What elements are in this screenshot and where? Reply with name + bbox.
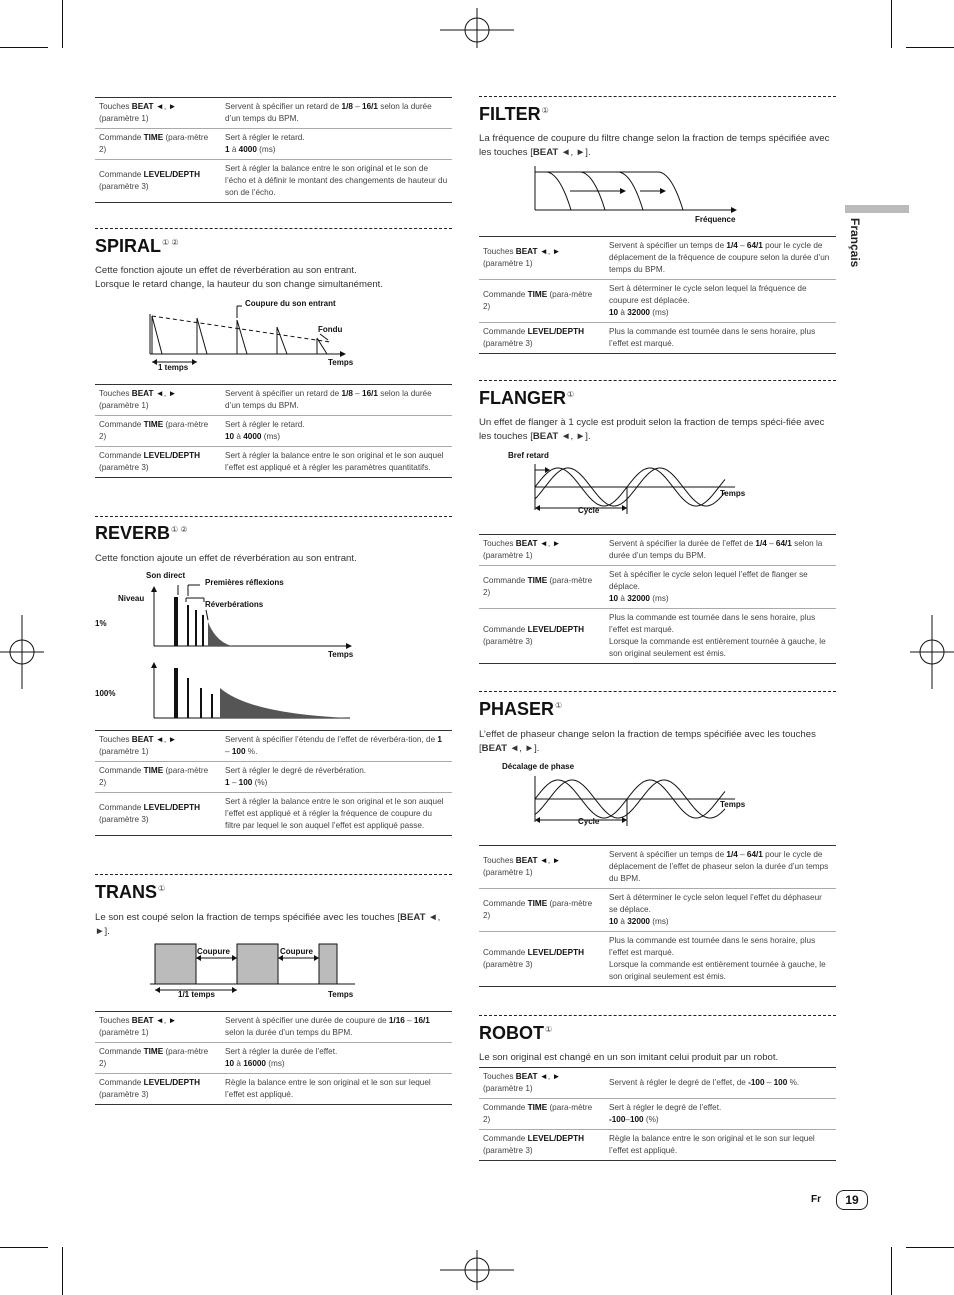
page-number: 19 — [836, 1190, 868, 1210]
language-label: Français — [848, 218, 862, 268]
spec-row — [95, 762, 452, 793]
spec-control: Touches BEAT ◄, ► (paramètre 1) — [95, 98, 221, 129]
spec-row — [479, 846, 836, 889]
spec-control: Touches BEAT ◄, ► (paramètre 1) — [479, 535, 605, 566]
spec-control: Touches BEAT ◄, ► (paramètre 1) — [479, 1068, 605, 1099]
filter-description: La fréquence de coupure du filtre change selon la fraction de temps spécifiée avec les touches [BEAT ◄, ►]. — [479, 133, 830, 158]
spec-description: Servent à régler le degré de l’effet, de -100 – 100 %. — [605, 1068, 836, 1099]
spec-row — [95, 98, 452, 129]
spec-control: Commande LEVEL/DEPTH (paramètre 3) — [95, 160, 221, 203]
section-divider — [479, 691, 836, 692]
reverb-title: REVERB① ② — [95, 523, 188, 543]
top-spec-table — [95, 97, 452, 203]
spiral-label-beat: 1 temps — [158, 363, 189, 372]
section-divider — [479, 1015, 836, 1016]
spec-control: Commande LEVEL/DEPTH (paramètre 3) — [479, 323, 605, 354]
spec-control: Touches BEAT ◄, ► (paramètre 1) — [95, 385, 221, 416]
section-divider — [479, 380, 836, 381]
flanger-spec-table — [479, 534, 836, 664]
page-lang: Fr — [811, 1194, 821, 1205]
spec-row — [479, 566, 836, 609]
flanger-title: FLANGER① — [479, 388, 575, 408]
spiral-title: SPIRAL① ② — [95, 236, 179, 256]
trans-label-beat: 1/1 temps — [178, 990, 215, 999]
spec-row — [479, 889, 836, 932]
spec-description: Servent à spécifier un retard de 1/8 – 16/1 selon la durée d’un temps du BPM. — [221, 98, 452, 129]
spec-row — [95, 385, 452, 416]
spec-control: Commande LEVEL/DEPTH (paramètre 3) — [95, 793, 221, 836]
section-divider — [95, 516, 452, 517]
spec-row — [479, 1068, 836, 1099]
language-tab — [845, 205, 909, 213]
registration-mark — [910, 615, 954, 689]
spec-row — [95, 1043, 452, 1074]
spec-description: Servent à spécifier la durée de l’effet de 1/4 – 64/1 selon la durée d’un temps du BPM. — [605, 535, 836, 566]
phaser-label-shift: Décalage de phase — [502, 762, 575, 771]
robot-description: Le son original est changé en un son imitant celui produit par un robot. — [479, 1052, 779, 1063]
filter-diagram — [525, 164, 745, 216]
spec-description: Sert à déterminer le cycle selon lequel l’effet du déphaseur se déplace. 10 à 32000 (ms) — [605, 889, 836, 932]
spec-description: Sert à régler la balance entre le son original et le son de l’écho et à définir le montant des changements de hauteur du son de l’écho. — [221, 160, 452, 203]
spec-control: Touches BEAT ◄, ► (paramètre 1) — [95, 1012, 221, 1043]
spiral-label-time: Temps — [328, 358, 354, 367]
phaser-title: PHASER① — [479, 699, 563, 719]
spec-row — [95, 793, 452, 836]
spec-row — [95, 1012, 452, 1043]
spec-row — [479, 535, 836, 566]
spec-description: Plus la commande est tournée dans le sens horaire, plus l’effet est marqué. — [605, 323, 836, 354]
phaser-label-cycle: Cycle — [578, 817, 600, 826]
reverb-label-rev: Réverbérations — [205, 600, 264, 609]
reverb-label-100pct: 100% — [95, 689, 116, 698]
spec-description: Sert à régler le degré de l’effet. -100–100 (%) — [605, 1099, 836, 1130]
spec-control: Commande TIME (para-mètre 2) — [479, 1099, 605, 1130]
spiral-description: Cette fonction ajoute un effet de réverbération au son entrant. Lorsque le retard change, la hauteur du son change simultanément. — [95, 265, 383, 290]
robot-spec-table — [479, 1067, 836, 1161]
spec-description: Règle la balance entre le son original et le son sur lequel l’effet est appliqué. — [221, 1074, 452, 1105]
reverb-label-first: Premières réflexions — [205, 578, 284, 587]
spec-description: Sert à régler le degré de réverbération. 1 – 100 (%) — [221, 762, 452, 793]
section-divider — [95, 874, 452, 875]
spec-control: Commande TIME (para-mètre 2) — [479, 566, 605, 609]
spec-description: Sert à régler la balance entre le son original et le son auquel l’effet est appliqué et à régler la fréquence de coupure du filtre par lequel le son auquel l’effet est appliqué passe. — [221, 793, 452, 836]
crop-mark — [0, 47, 48, 48]
robot-title: ROBOT① — [479, 1023, 553, 1043]
spec-description: Servent à spécifier un temps de 1/4 – 64/1 pour le cycle de déplacement de l’effet de phaseur selon la durée d’un temps du BPM. — [605, 846, 836, 889]
spec-control: Commande LEVEL/DEPTH (paramètre 3) — [479, 609, 605, 664]
trans-title: TRANS① — [95, 882, 166, 902]
spec-control: Commande TIME (para-mètre 2) — [95, 1043, 221, 1074]
crop-mark — [62, 0, 63, 48]
spec-description: Servent à spécifier un temps de 1/4 – 64/1 pour le cycle de déplacement de la fréquence de coupure selon la durée d’un temps du BPM. — [605, 237, 836, 280]
spec-description: Servent à spécifier l’étendu de l’effet de réverbéra-tion, de 1 – 100 %. — [221, 731, 452, 762]
spec-control: Commande LEVEL/DEPTH (paramètre 3) — [95, 447, 221, 478]
spec-description: Règle la balance entre le son original et le son sur lequel l’effet est appliqué. — [605, 1130, 836, 1161]
trans-spec-table — [95, 1011, 452, 1105]
trans-label-time: Temps — [328, 990, 354, 999]
reverb-label-level: Niveau — [118, 594, 145, 603]
crop-mark — [62, 1247, 63, 1295]
registration-mark — [440, 1250, 514, 1290]
spec-description: Set à spécifier le cycle selon lequel l’effet de flanger se déplace. 10 à 32000 (ms) — [605, 566, 836, 609]
flanger-diagram — [525, 460, 745, 520]
phaser-description: L’effet de phaseur change selon la fraction de temps spécifiée avec les touches [BEAT ◄, ►]. — [479, 729, 816, 754]
spec-row — [479, 1130, 836, 1161]
crop-mark — [906, 47, 954, 48]
spec-description: Servent à spécifier un retard de 1/8 – 16/1 selon la durée d’un temps du BPM. — [221, 385, 452, 416]
spec-control: Touches BEAT ◄, ► (paramètre 1) — [95, 731, 221, 762]
spec-control: Commande TIME (para-mètre 2) — [479, 889, 605, 932]
flanger-label-delay: Bref retard — [508, 451, 549, 460]
spec-control: Commande TIME (para-mètre 2) — [95, 762, 221, 793]
crop-mark — [906, 1247, 954, 1248]
filter-spec-table — [479, 236, 836, 354]
filter-title: FILTER① — [479, 104, 549, 124]
registration-mark — [0, 615, 44, 689]
spec-description: Sert à régler la durée de l’effet. 10 à 16000 (ms) — [221, 1043, 452, 1074]
reverb-label-direct: Son direct — [146, 571, 186, 580]
spec-row — [95, 731, 452, 762]
reverb-label-time: Temps — [328, 650, 354, 659]
section-divider — [95, 228, 452, 229]
crop-mark — [891, 0, 892, 48]
flanger-description: Un effet de flanger à 1 cycle est produit selon la fraction de temps spéci-fiée avec les touches [BEAT ◄, ►]. — [479, 417, 825, 442]
spiral-label-cut: Coupure du son entrant — [245, 299, 336, 308]
spec-control: Touches BEAT ◄, ► (paramètre 1) — [479, 846, 605, 889]
spec-row — [479, 323, 836, 354]
spec-description: Plus la commande est tournée dans le sens horaire, plus l’effet est marqué. Lorsque la commande est entièrement tournée à gauche, le son original seulement est émis. — [605, 932, 836, 987]
reverb-description: Cette fonction ajoute un effet de réverbération au son entrant. — [95, 553, 357, 564]
flanger-label-time: Temps — [720, 489, 746, 498]
reverb-spec-table — [95, 730, 452, 836]
phaser-label-time: Temps — [720, 800, 746, 809]
trans-label-cut-1: Coupure — [197, 947, 230, 956]
spiral-label-fade: Fondu — [318, 325, 343, 334]
flanger-label-cycle: Cycle — [578, 506, 600, 515]
spec-control: Commande TIME (para-mètre 2) — [479, 280, 605, 323]
crop-mark — [891, 1247, 892, 1295]
phaser-spec-table — [479, 845, 836, 987]
section-divider — [479, 96, 836, 97]
trans-description: Le son est coupé selon la fraction de temps spécifiée avec les touches [BEAT ◄, ►]. — [95, 912, 441, 937]
spec-row — [479, 1099, 836, 1130]
spec-control: Touches BEAT ◄, ► (paramètre 1) — [479, 237, 605, 280]
phaser-diagram — [525, 772, 745, 832]
registration-mark — [440, 8, 514, 48]
spec-row — [479, 932, 836, 987]
spec-description: Sert à régler le retard. 1 à 4000 (ms) — [221, 129, 452, 160]
spec-description: Sert à régler la balance entre le son original et le son auquel l’effet est appliqué et à régler les paramètres quantitatifs. — [221, 447, 452, 478]
spec-row — [95, 129, 452, 160]
spec-row — [95, 416, 452, 447]
spec-row — [479, 237, 836, 280]
spec-description: Plus la commande est tournée dans le sens horaire, plus l’effet est marqué. Lorsque la commande est entièrement tournée à gauche, le son original seulement est émis. — [605, 609, 836, 664]
trans-label-cut-2: Coupure — [280, 947, 313, 956]
spec-control: Commande LEVEL/DEPTH (paramètre 3) — [95, 1074, 221, 1105]
crop-mark — [0, 1247, 48, 1248]
spec-description: Servent à spécifier une durée de coupure de 1/16 – 16/1 selon la durée d’un temps du BPM. — [221, 1012, 452, 1043]
spec-row — [479, 609, 836, 664]
spec-row — [95, 160, 452, 203]
spec-control: Commande TIME (para-mètre 2) — [95, 129, 221, 160]
spec-control: Commande TIME (para-mètre 2) — [95, 416, 221, 447]
spec-control: Commande LEVEL/DEPTH (paramètre 3) — [479, 1130, 605, 1161]
filter-label-freq: Fréquence — [695, 215, 736, 224]
reverb-label-1pct: 1% — [95, 619, 107, 628]
spec-row — [95, 447, 452, 478]
spec-control: Commande LEVEL/DEPTH (paramètre 3) — [479, 932, 605, 987]
spec-row — [95, 1074, 452, 1105]
spec-row — [479, 280, 836, 323]
spec-description: Sert à déterminer le cycle selon lequel la fréquence de coupure est déplacée. 10 à 32000 (ms) — [605, 280, 836, 323]
spec-description: Sert à régler le retard. 10 à 4000 (ms) — [221, 416, 452, 447]
spiral-spec-table — [95, 384, 452, 478]
